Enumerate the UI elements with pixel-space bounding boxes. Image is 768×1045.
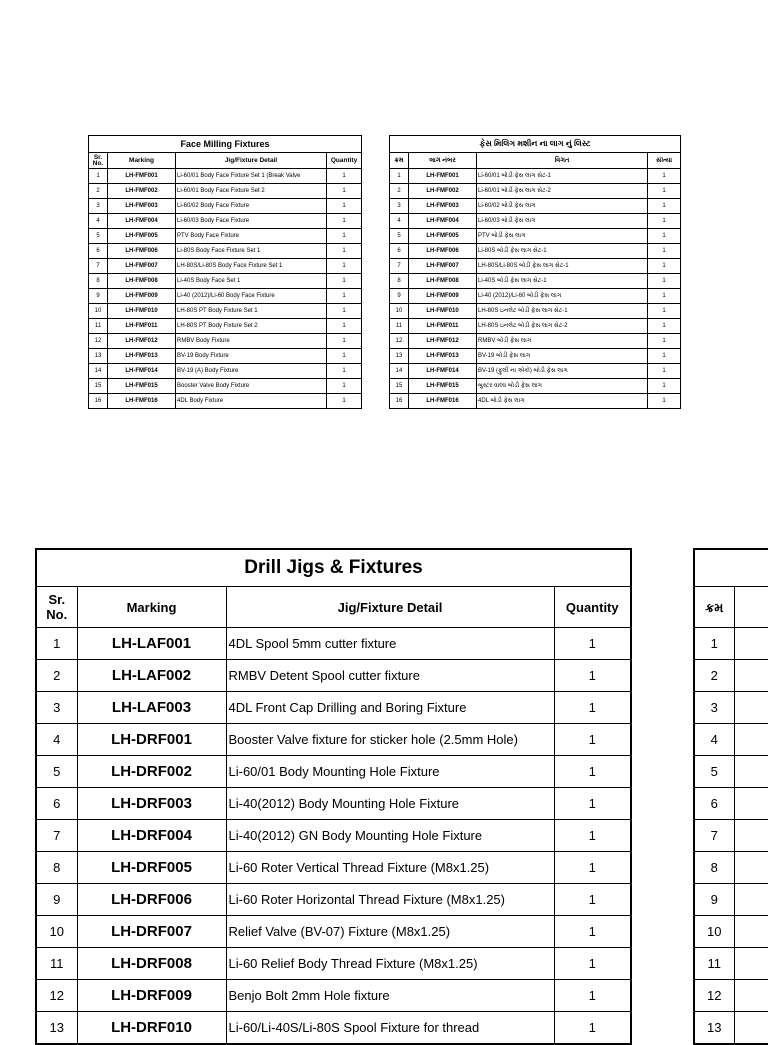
marking-cell: LH-DRF010: [77, 1012, 226, 1045]
marking-cell: LH-DRF009: [77, 980, 226, 1012]
table-row: [89, 214, 362, 229]
face-milling-table-gu: [389, 135, 681, 409]
sr-no-cell: 8: [694, 852, 734, 884]
table-row: [89, 244, 362, 259]
sr-no-cell: 5: [694, 756, 734, 788]
marking-cell: LH-DRF001: [77, 724, 226, 756]
column-header-marking: [734, 587, 768, 628]
table-row: [694, 884, 768, 916]
detail-cell: 4DL Body Fixture: [176, 394, 327, 409]
marking-cell: LH-FMF016: [409, 394, 477, 409]
sr-no-cell: 9: [36, 884, 77, 916]
sr-no-cell: 6: [694, 788, 734, 820]
quantity-cell: 1: [554, 692, 631, 724]
sr-no-cell: 11: [390, 319, 409, 334]
marking-cell: LH-FMF011: [409, 319, 477, 334]
quantity-cell: 1: [327, 184, 362, 199]
detail-cell: Li-80S Body Face Fixture Set 1: [176, 244, 327, 259]
quantity-cell: 1: [554, 916, 631, 948]
sr-no-cell: 7: [390, 259, 409, 274]
sr-no-cell: 10: [390, 304, 409, 319]
table-row: [36, 852, 631, 884]
table-row: [36, 660, 631, 692]
marking-cell: [734, 788, 768, 820]
marking-cell: [734, 1012, 768, 1045]
detail-cell: Li-60/01 Body Face Fixture Set 2: [176, 184, 327, 199]
detail-cell: Li-60/03 બોડી ફેસ લાગ: [477, 214, 648, 229]
sr-no-cell: 12: [36, 980, 77, 1012]
detail-cell: Benjo Bolt 2mm Hole fixture: [226, 980, 554, 1012]
sr-no-cell: 15: [390, 379, 409, 394]
detail-cell: BV-19 (A) Body Fixture: [176, 364, 327, 379]
table-row: [89, 364, 362, 379]
detail-cell: Relief Valve (BV-07) Fixture (M8x1.25): [226, 916, 554, 948]
drill-jigs-table-gu: [693, 548, 768, 1045]
quantity-cell: 1: [327, 214, 362, 229]
table-row: [36, 692, 631, 724]
detail-cell: 4DL Spool 5mm cutter fixture: [226, 628, 554, 660]
marking-cell: LH-FMF012: [108, 334, 176, 349]
sr-no-cell: 6: [36, 788, 77, 820]
table-row: [36, 788, 631, 820]
quantity-cell: 1: [327, 289, 362, 304]
table-row: [694, 692, 768, 724]
sr-no-cell: 4: [89, 214, 108, 229]
table-row: [89, 289, 362, 304]
detail-cell: BV-19 બોડી ફેસ લાગ: [477, 349, 648, 364]
table-row: [390, 289, 681, 304]
quantity-cell: 1: [554, 724, 631, 756]
marking-cell: LH-DRF002: [77, 756, 226, 788]
table-title: ફેસ મિલિંગ મશીન ના લાગ નું લિસ્ટ: [390, 136, 681, 153]
table-row: [694, 852, 768, 884]
table-row: [694, 916, 768, 948]
marking-cell: LH-FMF013: [108, 349, 176, 364]
detail-cell: Li-40S બોડી ફેસ લાગ સેટ-1: [477, 274, 648, 289]
detail-cell: PTV બોડી ફેસ લાગ: [477, 229, 648, 244]
table-row: [89, 349, 362, 364]
quantity-cell: 1: [648, 379, 681, 394]
marking-cell: LH-FMF011: [108, 319, 176, 334]
quantity-cell: 1: [648, 364, 681, 379]
sr-no-cell: 4: [390, 214, 409, 229]
detail-cell: LH-80S PT Body Fixture Set 1: [176, 304, 327, 319]
table-row: [390, 349, 681, 364]
table-row: [89, 379, 362, 394]
quantity-cell: 1: [648, 184, 681, 199]
sr-no-cell: 7: [89, 259, 108, 274]
quantity-cell: 1: [648, 199, 681, 214]
sr-no-cell: 7: [694, 820, 734, 852]
marking-cell: LH-FMF010: [108, 304, 176, 319]
quantity-cell: 1: [327, 334, 362, 349]
quantity-cell: 1: [327, 304, 362, 319]
quantity-cell: 1: [327, 244, 362, 259]
detail-cell: RMBV Body Fixture: [176, 334, 327, 349]
quantity-cell: 1: [648, 274, 681, 289]
quantity-cell: 1: [554, 948, 631, 980]
quantity-cell: 1: [554, 756, 631, 788]
quantity-cell: 1: [327, 379, 362, 394]
column-header-sr: Sr. No.: [89, 153, 108, 169]
table-row: [89, 304, 362, 319]
sr-no-cell: 2: [89, 184, 108, 199]
marking-cell: LH-FMF008: [108, 274, 176, 289]
marking-cell: LH-DRF007: [77, 916, 226, 948]
table-row: [36, 820, 631, 852]
quantity-cell: 1: [327, 349, 362, 364]
table-row: [36, 756, 631, 788]
marking-cell: LH-FMF012: [409, 334, 477, 349]
detail-cell: Li-60/Li-40S/Li-80S Spool Fixture for thread: [226, 1012, 554, 1045]
sr-no-cell: 7: [36, 820, 77, 852]
marking-cell: LH-DRF005: [77, 852, 226, 884]
sr-no-cell: 2: [390, 184, 409, 199]
sr-no-cell: 13: [390, 349, 409, 364]
quantity-cell: 1: [648, 259, 681, 274]
table-row: [89, 319, 362, 334]
sr-no-cell: 12: [89, 334, 108, 349]
sr-no-cell: 16: [89, 394, 108, 409]
quantity-cell: 1: [648, 349, 681, 364]
table-row: [89, 259, 362, 274]
marking-cell: LH-FMF005: [108, 229, 176, 244]
marking-cell: LH-FMF007: [108, 259, 176, 274]
sr-no-cell: 6: [390, 244, 409, 259]
detail-cell: Booster Valve fixture for sticker hole (2.5mm Hole): [226, 724, 554, 756]
detail-cell: Li-40 (2012)/Li-60 બોડી ફેસ લાગ: [477, 289, 648, 304]
sr-no-cell: 8: [390, 274, 409, 289]
table-row: [694, 660, 768, 692]
marking-cell: LH-FMF015: [108, 379, 176, 394]
sr-no-cell: 12: [390, 334, 409, 349]
sr-no-cell: 11: [36, 948, 77, 980]
detail-cell: RMBV Detent Spool cutter fixture: [226, 660, 554, 692]
quantity-cell: 1: [648, 304, 681, 319]
column-header-quantity: Quantity: [554, 587, 631, 628]
quantity-cell: 1: [554, 820, 631, 852]
quantity-cell: 1: [554, 628, 631, 660]
sr-no-cell: 16: [390, 394, 409, 409]
marking-cell: LH-LAF003: [77, 692, 226, 724]
sr-no-cell: 10: [36, 916, 77, 948]
detail-cell: Li-60/01 બોડી ફેસ લાગ સેટ-1: [477, 169, 648, 184]
marking-cell: LH-FMF009: [108, 289, 176, 304]
sr-no-cell: 15: [89, 379, 108, 394]
table-title: Face Milling Fixtures: [89, 136, 362, 153]
sr-no-cell: 13: [89, 349, 108, 364]
table-row: [390, 379, 681, 394]
quantity-cell: 1: [648, 244, 681, 259]
marking-cell: LH-FMF004: [108, 214, 176, 229]
quantity-cell: 1: [327, 319, 362, 334]
marking-cell: LH-FMF004: [409, 214, 477, 229]
marking-cell: LH-FMF013: [409, 349, 477, 364]
quantity-cell: 1: [648, 229, 681, 244]
marking-cell: LH-FMF001: [409, 169, 477, 184]
marking-cell: LH-DRF004: [77, 820, 226, 852]
detail-cell: Li-60 Relief Body Thread Fixture (M8x1.25): [226, 948, 554, 980]
table-row: [89, 229, 362, 244]
sr-no-cell: 10: [89, 304, 108, 319]
column-header-marking: લાગ નંબર: [409, 153, 477, 169]
table-row: [694, 788, 768, 820]
marking-cell: LH-FMF010: [409, 304, 477, 319]
detail-cell: LH-80S/Li-80S Body Face Fixture Set 1: [176, 259, 327, 274]
sr-no-cell: 1: [89, 169, 108, 184]
sr-no-cell: 1: [36, 628, 77, 660]
marking-cell: [734, 628, 768, 660]
marking-cell: [734, 756, 768, 788]
sr-no-cell: 4: [694, 724, 734, 756]
marking-cell: [734, 724, 768, 756]
column-header-sr: ક્રમ: [390, 153, 409, 169]
table-row: [89, 184, 362, 199]
marking-cell: LH-DRF003: [77, 788, 226, 820]
table-row: [36, 724, 631, 756]
table-row: [694, 756, 768, 788]
sr-no-cell: 4: [36, 724, 77, 756]
marking-cell: [734, 852, 768, 884]
sr-no-cell: 2: [36, 660, 77, 692]
table-row: [89, 169, 362, 184]
detail-cell: Li-60 Roter Horizontal Thread Fixture (M8x1.25): [226, 884, 554, 916]
table-row: [390, 334, 681, 349]
sr-no-cell: 10: [694, 916, 734, 948]
sr-no-cell: 5: [89, 229, 108, 244]
sr-no-cell: 2: [694, 660, 734, 692]
detail-cell: Booster Valve Body Fixture: [176, 379, 327, 394]
sr-no-cell: 9: [89, 289, 108, 304]
quantity-cell: 1: [327, 229, 362, 244]
marking-cell: LH-FMF003: [409, 199, 477, 214]
detail-cell: LH-80S PT Body Fixture Set 2: [176, 319, 327, 334]
detail-cell: Li-60/02 બોડી ફેસ લાગ: [477, 199, 648, 214]
sr-no-cell: 8: [36, 852, 77, 884]
quantity-cell: 1: [648, 334, 681, 349]
table-row: [89, 394, 362, 409]
quantity-cell: 1: [648, 289, 681, 304]
detail-cell: Li-60/03 Body Face Fixture: [176, 214, 327, 229]
table-row: [694, 820, 768, 852]
table-row: [390, 274, 681, 289]
quantity-cell: 1: [554, 788, 631, 820]
table-title: Drill Jigs & Fixtures: [36, 549, 631, 587]
quantity-cell: 1: [554, 852, 631, 884]
marking-cell: LH-FMF008: [409, 274, 477, 289]
quantity-cell: 1: [648, 214, 681, 229]
detail-cell: Li-60/01 Body Face Fixture Set 1 (Break Valve: [176, 169, 327, 184]
marking-cell: LH-FMF007: [409, 259, 477, 274]
sr-no-cell: 13: [36, 1012, 77, 1045]
sr-no-cell: 1: [390, 169, 409, 184]
table-row: [36, 948, 631, 980]
table-row: [390, 319, 681, 334]
table-row: [390, 169, 681, 184]
table-row: [36, 916, 631, 948]
quantity-cell: 1: [554, 980, 631, 1012]
sr-no-cell: 14: [390, 364, 409, 379]
marking-cell: [734, 692, 768, 724]
table-row: [694, 628, 768, 660]
detail-cell: Li-60/02 Body Face Fixture: [176, 199, 327, 214]
column-header-sr: ક્રમ: [694, 587, 734, 628]
column-header-marking: Marking: [77, 587, 226, 628]
detail-cell: Li-40(2012) GN Body Mounting Hole Fixture: [226, 820, 554, 852]
detail-cell: PTV Body Face Fixture: [176, 229, 327, 244]
table-row: [390, 244, 681, 259]
column-header-quantity: સંખ્યા: [648, 153, 681, 169]
marking-cell: [734, 980, 768, 1012]
quantity-cell: 1: [327, 394, 362, 409]
marking-cell: [734, 884, 768, 916]
detail-cell: LH-80S ઇનલેટ બોડી ફેસ લાગ સેટ-2: [477, 319, 648, 334]
column-header-sr: Sr. No.: [36, 587, 77, 628]
table-row: [694, 724, 768, 756]
column-header-detail: Jig/Fixture Detail: [176, 153, 327, 169]
detail-cell: 4DL બોડી ફેસ લાગ: [477, 394, 648, 409]
detail-cell: Li-40(2012) Body Mounting Hole Fixture: [226, 788, 554, 820]
table-row: [36, 980, 631, 1012]
table-row: [390, 259, 681, 274]
column-header-detail: વિગત: [477, 153, 648, 169]
marking-cell: LH-LAF001: [77, 628, 226, 660]
sr-no-cell: 9: [390, 289, 409, 304]
sr-no-cell: 11: [89, 319, 108, 334]
marking-cell: LH-FMF015: [409, 379, 477, 394]
table-row: [36, 628, 631, 660]
detail-cell: Li-60 Roter Vertical Thread Fixture (M8x1.25): [226, 852, 554, 884]
detail-cell: BV-19 (ફુલી ના એકો) બોડી ફેસ લાગ: [477, 364, 648, 379]
table-row: [694, 1012, 768, 1045]
quantity-cell: 1: [327, 199, 362, 214]
column-header-quantity: Quantity: [327, 153, 362, 169]
detail-cell: LH-80S/Li-80S બોડી ફેસ લાગ સેટ-1: [477, 259, 648, 274]
marking-cell: LH-FMF006: [409, 244, 477, 259]
table-row: [89, 274, 362, 289]
sr-no-cell: 13: [694, 1012, 734, 1045]
marking-cell: LH-DRF006: [77, 884, 226, 916]
sr-no-cell: 5: [36, 756, 77, 788]
marking-cell: LH-FMF005: [409, 229, 477, 244]
quantity-cell: 1: [327, 274, 362, 289]
detail-cell: LH-80S ઇનલેટ બોડી ફેસ લાગ સેટ-1: [477, 304, 648, 319]
quantity-cell: 1: [327, 364, 362, 379]
table-row: [390, 304, 681, 319]
detail-cell: બુસ્ટર વાલ્વ બોડી ફેસ લાગ: [477, 379, 648, 394]
marking-cell: LH-FMF002: [108, 184, 176, 199]
sr-no-cell: 8: [89, 274, 108, 289]
detail-cell: Li-40 (2012)/Li-60 Body Face Fixture: [176, 289, 327, 304]
detail-cell: Li-40S Body Face Set 1: [176, 274, 327, 289]
quantity-cell: 1: [554, 660, 631, 692]
detail-cell: RMBV બોડી ફેસ લાગ: [477, 334, 648, 349]
marking-cell: [734, 948, 768, 980]
quantity-cell: 1: [648, 394, 681, 409]
column-header-detail: Jig/Fixture Detail: [226, 587, 554, 628]
detail-cell: Li-80S બોડી ફેસ લાગ સેટ-1: [477, 244, 648, 259]
quantity-cell: 1: [648, 319, 681, 334]
marking-cell: [734, 660, 768, 692]
marking-cell: LH-FMF003: [108, 199, 176, 214]
marking-cell: LH-FMF016: [108, 394, 176, 409]
marking-cell: [734, 820, 768, 852]
column-header-marking: Marking: [108, 153, 176, 169]
drill-jigs-table-en: [35, 548, 632, 1045]
marking-cell: LH-FMF006: [108, 244, 176, 259]
table-row: [390, 214, 681, 229]
detail-cell: 4DL Front Cap Drilling and Boring Fixture: [226, 692, 554, 724]
quantity-cell: 1: [554, 884, 631, 916]
table-row: [89, 334, 362, 349]
table-title: [694, 549, 768, 587]
face-milling-table-en: [88, 135, 362, 409]
quantity-cell: 1: [327, 169, 362, 184]
marking-cell: LH-FMF002: [409, 184, 477, 199]
sr-no-cell: 1: [694, 628, 734, 660]
marking-cell: LH-FMF001: [108, 169, 176, 184]
sr-no-cell: 12: [694, 980, 734, 1012]
marking-cell: [734, 916, 768, 948]
detail-cell: BV-19 Body Fixture: [176, 349, 327, 364]
sr-no-cell: 3: [694, 692, 734, 724]
sr-no-cell: 14: [89, 364, 108, 379]
marking-cell: LH-FMF014: [409, 364, 477, 379]
sr-no-cell: 3: [390, 199, 409, 214]
table-row: [390, 364, 681, 379]
sr-no-cell: 6: [89, 244, 108, 259]
table-row: [36, 884, 631, 916]
quantity-cell: 1: [554, 1012, 631, 1045]
detail-cell: Li-60/01 બોડી ફેસ લાગ સેટ-2: [477, 184, 648, 199]
marking-cell: LH-DRF008: [77, 948, 226, 980]
quantity-cell: 1: [648, 169, 681, 184]
table-row: [694, 980, 768, 1012]
sr-no-cell: 3: [36, 692, 77, 724]
table-row: [390, 184, 681, 199]
marking-cell: LH-LAF002: [77, 660, 226, 692]
sr-no-cell: 11: [694, 948, 734, 980]
table-row: [694, 948, 768, 980]
sr-no-cell: 5: [390, 229, 409, 244]
marking-cell: LH-FMF014: [108, 364, 176, 379]
sr-no-cell: 9: [694, 884, 734, 916]
table-row: [36, 1012, 631, 1045]
marking-cell: LH-FMF009: [409, 289, 477, 304]
quantity-cell: 1: [327, 259, 362, 274]
table-row: [390, 394, 681, 409]
detail-cell: Li-60/01 Body Mounting Hole Fixture: [226, 756, 554, 788]
table-row: [390, 199, 681, 214]
table-row: [89, 199, 362, 214]
sr-no-cell: 3: [89, 199, 108, 214]
table-row: [390, 229, 681, 244]
